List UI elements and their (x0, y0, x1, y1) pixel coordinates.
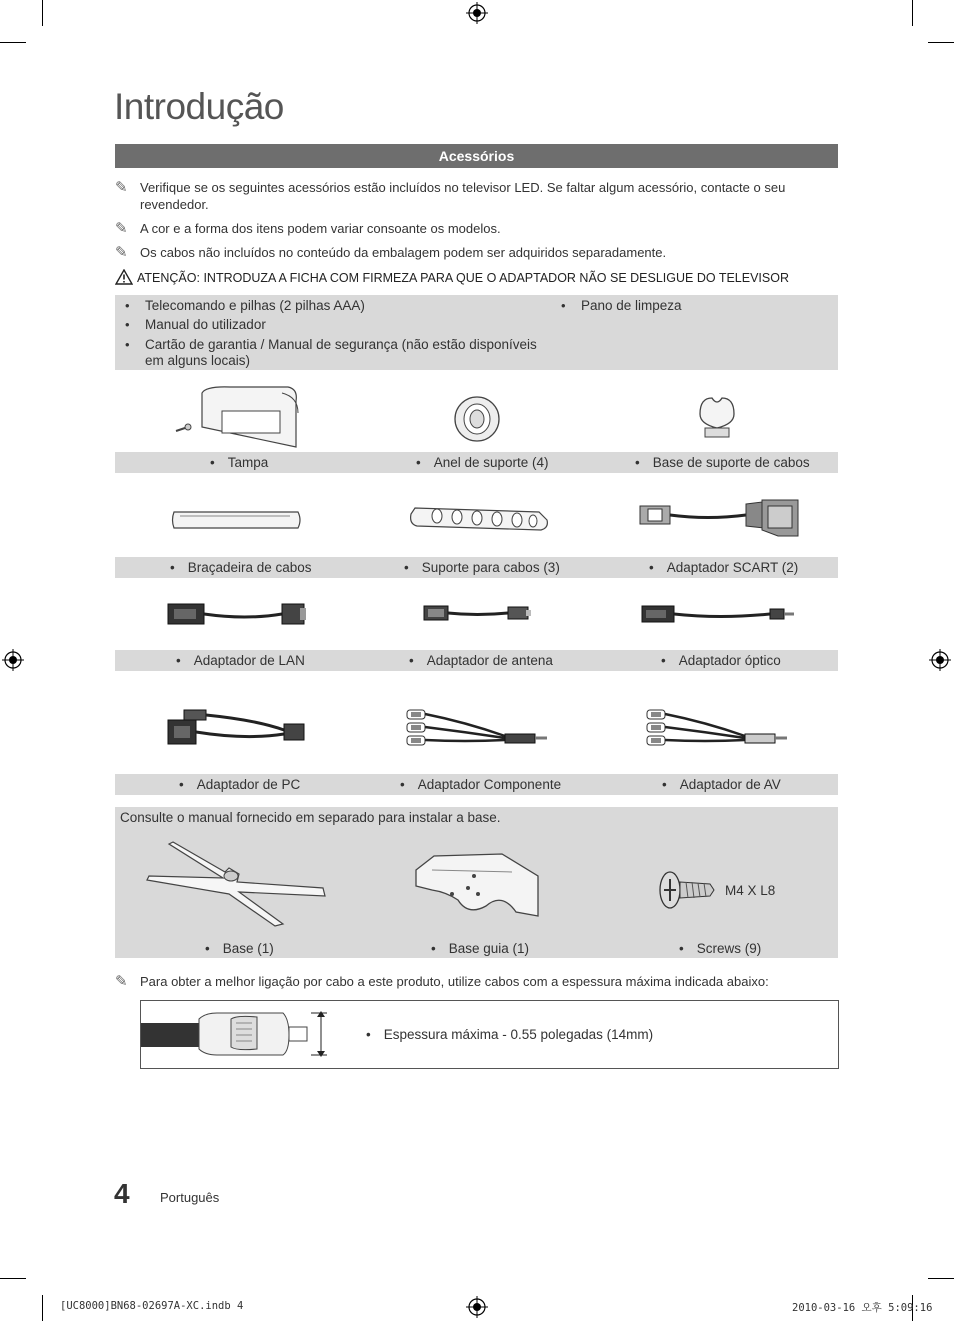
note-text: Os cabos não incluídos no conteúdo da embalagem podem ser adquiridos separadamente. (140, 245, 667, 260)
accessory-label: • Base (1) (205, 941, 274, 956)
cable-thickness-box (140, 1000, 839, 1069)
crop-mark (928, 1278, 954, 1279)
screw-icon (658, 869, 716, 911)
note-text: Para obter a melhor ligação por cabo a este produto, utilize cabos com a espessura máxima indicada abaixo: (140, 974, 769, 989)
crop-mark (42, 0, 43, 26)
accessory-label: • Adaptador de PC (179, 777, 301, 792)
stand-guide-illustration (412, 850, 542, 918)
registration-mark-icon (929, 649, 951, 671)
av-adapter-illustration (645, 708, 791, 748)
screw-icon (176, 424, 191, 431)
component-adapter-illustration (405, 708, 551, 748)
registration-mark-icon (466, 1296, 488, 1318)
lan-adapter-illustration (166, 600, 308, 628)
bullet-icon: • (170, 560, 175, 575)
accessory-label: • Adaptador de antena (409, 653, 553, 668)
pencil-note-icon: ✎ (115, 179, 128, 196)
accessory-label: • Suporte para cabos (3) (404, 560, 560, 575)
warning-text: ATENÇÃO: INTRODUZA A FICHA COM FIRMEZA PARA QUE O ADAPTADOR NÃO SE DESLIGUE DO TELEVISOR (137, 271, 789, 285)
accessory-label: • Adaptador óptico (661, 653, 781, 668)
list-item: • Cartão de garantia / Manual de segurança (não estão disponíveis em alguns locais) (125, 337, 537, 368)
crop-mark (0, 1278, 26, 1279)
bullet-icon: • (561, 298, 566, 313)
bullet-icon: • (662, 777, 667, 792)
list-item: • Manual do utilizador (125, 317, 266, 332)
accessory-label: • Tampa (210, 455, 269, 470)
note-text: Verifique se os seguintes acessórios estão incluídos no televisor LED. Se faltar algum acessório, contacte o seu revendedor. (140, 180, 786, 212)
bullet-icon: • (125, 337, 130, 352)
bullet-icon: • (409, 653, 414, 668)
note-text: A cor e a forma dos itens podem variar consoante os modelos. (140, 221, 501, 236)
note-item (115, 220, 838, 237)
bullet-icon: • (205, 941, 210, 956)
cable-holder-stand-illustration (692, 392, 742, 442)
bullet-icon: • (400, 777, 405, 792)
crop-mark (928, 42, 954, 43)
accessory-label: • Base de suporte de cabos (635, 455, 810, 470)
bullet-icon: • (431, 941, 436, 956)
holder-ring-illustration (452, 394, 502, 444)
bullet-icon: • (635, 455, 640, 470)
cable-plug-illustration (141, 1009, 331, 1059)
antenna-adapter-illustration (422, 602, 532, 624)
bullet-icon: • (176, 653, 181, 668)
warning-line (115, 269, 838, 285)
print-date-info: 2010-03-16 오후 5:09:16 (792, 1302, 933, 1314)
section-header: Acessórios (115, 144, 838, 168)
bullet-icon: • (404, 560, 409, 575)
page-language: Português (160, 1190, 220, 1205)
page-number: 4 (114, 1178, 130, 1209)
pc-adapter-illustration (166, 706, 308, 752)
print-file-info: [UC8000]BN68-02697A-XC.indb 4 (60, 1300, 244, 1312)
pencil-note-icon: ✎ (115, 973, 128, 990)
note-item (115, 973, 838, 990)
bullet-icon: • (649, 560, 654, 575)
accessory-label: • Adaptador de LAN (176, 653, 305, 668)
bullet-icon: • (416, 455, 421, 470)
accessory-label: • Anel de suporte (4) (416, 455, 549, 470)
crop-mark (0, 42, 26, 43)
note-item (115, 244, 838, 261)
accessory-label: • Adaptador de AV (662, 777, 781, 792)
scart-adapter-illustration (638, 496, 803, 540)
bullet-icon: • (125, 298, 130, 313)
accessory-label-row (115, 774, 838, 795)
accessory-label-row (115, 452, 838, 473)
pencil-note-icon: ✎ (115, 244, 128, 261)
optical-adapter-illustration (640, 602, 796, 626)
list-item: • Telecomando e pilhas (2 pilhas AAA) (125, 298, 365, 313)
wire-holder-illustration (405, 502, 551, 534)
accessory-label: • Braçadeira de cabos (170, 560, 312, 575)
crop-mark (912, 0, 913, 26)
bullet-icon: • (679, 941, 684, 956)
screw-size-label: M4 X L8 (725, 883, 776, 898)
list-item: • Pano de limpeza (561, 298, 682, 313)
bullet-icon: • (210, 455, 215, 470)
note-item (115, 179, 838, 213)
crop-mark (42, 1295, 43, 1321)
stand-note: Consulte o manual fornecido em separado para instalar a base. (120, 810, 501, 825)
bullet-icon: • (366, 1027, 371, 1042)
bullet-icon: • (179, 777, 184, 792)
accessory-label: • Base guia (1) (431, 941, 530, 956)
registration-mark-icon (2, 649, 24, 671)
cover-illustration (170, 383, 330, 453)
registration-mark-icon (466, 2, 488, 24)
accessory-label: • Adaptador Componente (400, 777, 562, 792)
accessory-label: • Screws (9) (679, 941, 762, 956)
pencil-note-icon: ✎ (115, 220, 128, 237)
stand-base-illustration (143, 838, 329, 928)
bullet-icon: • (661, 653, 666, 668)
warning-triangle-icon (115, 269, 133, 285)
bullet-icon: • (125, 317, 130, 332)
cable-tie-illustration (170, 506, 304, 534)
cable-spec-item: • Espessura máxima - 0.55 polegadas (14mm) (366, 1027, 654, 1042)
accessory-label-row (115, 650, 838, 671)
page-title: Introdução (114, 86, 284, 127)
accessory-label: • Adaptador SCART (2) (649, 560, 799, 575)
stand-labels (115, 938, 838, 958)
accessory-label-row (115, 557, 838, 578)
